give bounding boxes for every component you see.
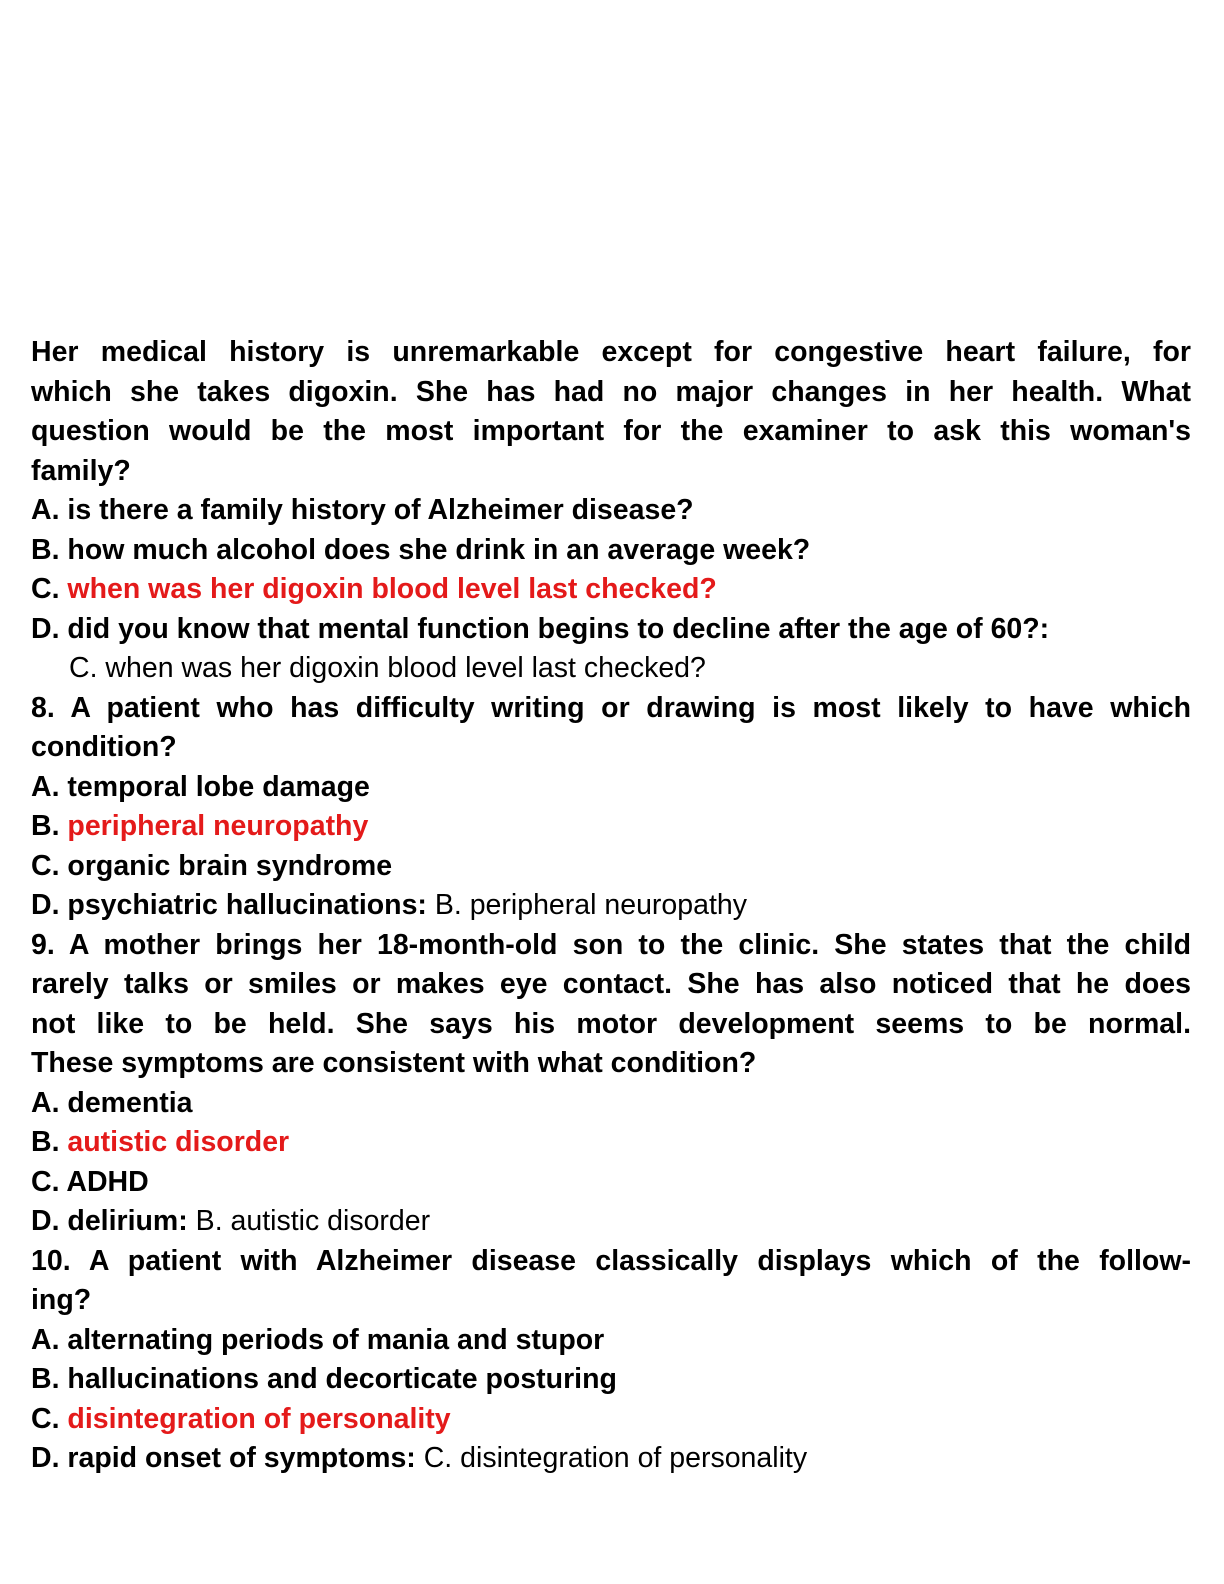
question-10-option-b: B. hallucinations and decorticate posturing: [31, 1363, 617, 1395]
question-9-stem-line: 9. A mother brings her 18-month-old son to the clinic. She states that the child: [31, 928, 1191, 961]
correct-option-text: autistic disorder: [67, 1126, 290, 1158]
correct-option-text: when was her digoxin blood level last checked?: [67, 573, 717, 605]
question-9: [31, 926, 1191, 1242]
question-8-answer: B. peripheral neuropathy: [426, 889, 747, 921]
question-10-stem-line: 10. A patient with Alzheimer disease classically displays which of the follow-: [31, 1244, 1191, 1277]
option-letter: B.: [31, 810, 68, 842]
question-10-stem-line: ing?: [31, 1284, 92, 1316]
question-7-option-c: [31, 570, 1191, 610]
correct-option-text: peripheral neuropathy: [67, 810, 369, 842]
question-8-option-a: A. temporal lobe damage: [31, 770, 370, 803]
question-8-option-d: [31, 886, 1191, 926]
question-8-option-b: [31, 807, 1191, 847]
option-letter: C.: [31, 573, 68, 605]
question-10: [31, 1242, 1191, 1479]
question-9-option-d: [31, 1202, 1191, 1242]
question-7-stem-line: family?: [31, 454, 131, 487]
question-9-stem-line: These symptoms are consistent with what condition?: [31, 1047, 757, 1079]
question-10-option-d: [31, 1439, 1191, 1479]
question-8: [31, 689, 1191, 926]
question-8-stem-line: 8. A patient who has difficulty writing or drawing is most likely to have which: [31, 691, 1191, 724]
question-10-option-a: A. alternating periods of mania and stupor: [31, 1323, 605, 1356]
question-10-answer: C. disintegration of personality: [415, 1442, 808, 1474]
question-9-option-c: C. ADHD: [31, 1165, 149, 1198]
question-9-stem-line: rarely talks or smiles or makes eye contact. She has also noticed that he does: [31, 968, 1191, 1000]
question-7-stem-line: which she takes digoxin. She has had no major changes in her health. What: [31, 375, 1191, 408]
option-text: D. delirium:: [31, 1205, 188, 1237]
option-letter: B.: [31, 1126, 68, 1158]
question-7-stem-line: Her medical history is unremarkable except for congestive heart failure, for: [31, 336, 1191, 368]
question-7-answer: C. when was her digoxin blood level last checked?: [69, 652, 706, 684]
option-text: D. psychiatric hallucinations:: [31, 889, 427, 921]
document-page: [31, 333, 1191, 1479]
question-7: [31, 333, 1191, 689]
question-7-option-d: D. did you know that mental function begins to decline after the age of 60?:: [31, 612, 1050, 645]
question-8-option-c: C. organic brain syndrome: [31, 849, 393, 882]
question-7-stem-line: question would be the most important for the examiner to ask this woman's: [31, 415, 1191, 447]
question-10-option-c: [31, 1400, 1191, 1440]
question-7-option-a: A. is there a family history of Alzheimer disease?: [31, 494, 694, 526]
question-9-answer: B. autistic disorder: [187, 1205, 431, 1237]
correct-option-text: disintegration of personality: [67, 1402, 451, 1435]
question-7-option-b: B. how much alcohol does she drink in an average week?: [31, 533, 811, 566]
question-9-stem-line: not like to be held. She says his motor development seems to be normal.: [31, 1007, 1191, 1040]
question-9-option-b: [31, 1123, 1191, 1163]
question-8-stem-line: condition?: [31, 731, 177, 763]
option-text: D. rapid onset of symptoms:: [31, 1442, 416, 1474]
question-9-option-a: A. dementia: [31, 1086, 193, 1119]
option-letter: C.: [31, 1402, 68, 1435]
